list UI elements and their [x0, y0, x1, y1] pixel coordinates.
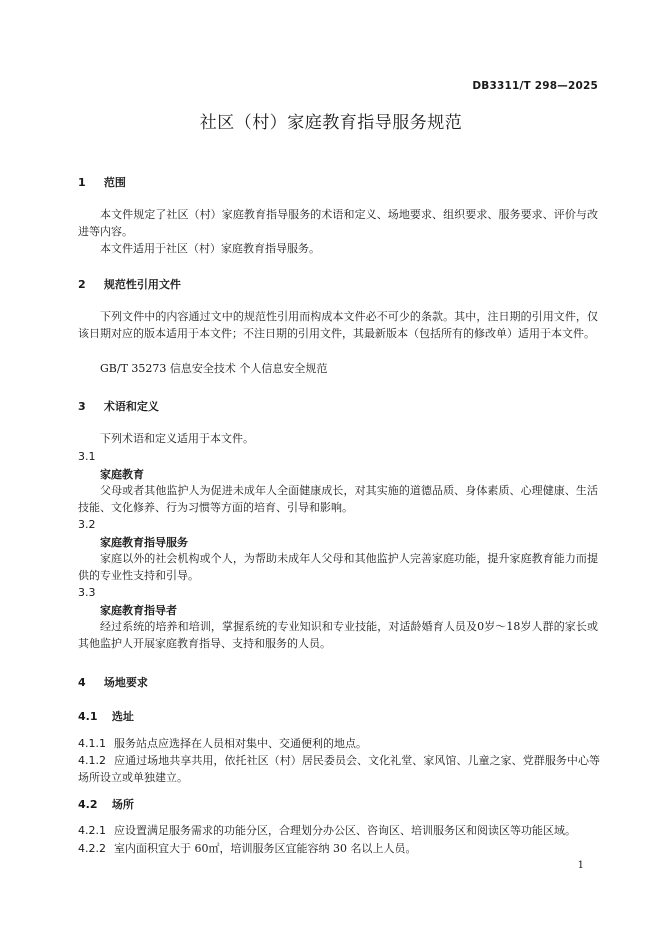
- clause-text: 服务站点应选择在人员相对集中、交通便利的地点。: [114, 737, 367, 750]
- clause-text: 应设置满足服务需求的功能分区，合理划分办公区、咨询区、培训服务区和阅读区等功能区域。: [114, 824, 576, 837]
- term-name: 家庭教育指导服务: [100, 536, 188, 549]
- section-number: 1: [78, 176, 86, 189]
- document-title: 社区（村）家庭教育指导服务规范: [199, 113, 463, 133]
- term-number: 3.3: [78, 586, 96, 599]
- term-number: 3.2: [78, 518, 96, 531]
- section-1-paragraph-2: 本文件适用于社区（村）家庭教育指导服务。: [100, 242, 320, 255]
- section-title: 场地要求: [103, 676, 148, 689]
- terms-intro: 下列术语和定义适用于本文件。: [100, 432, 254, 445]
- term-number: 3.1: [78, 450, 96, 463]
- clause-number: 4.2.1: [78, 824, 106, 837]
- normative-reference: GB/T 35273 信息安全技术 个人信息安全规范: [100, 362, 328, 375]
- section-number: 4: [78, 676, 86, 689]
- subsection-4-2-heading: [78, 796, 134, 812]
- section-2-paragraph: 下列文件中的内容通过文中的规范性引用而构成本文件必不可少的条款。其中，注日期的引用文件，仅该日期对应的版本适用于本文件；不注日期的引用文件，其最新版本（包括所有的修改单）适用于本文件。: [78, 310, 598, 340]
- section-title: 术语和定义: [103, 400, 159, 413]
- section-1-paragraph-1: 本文件规定了社区（村）家庭教育指导服务的术语和定义、场地要求、组织要求、服务要求、评价与改进等内容。: [78, 208, 598, 238]
- clause-4-1-1: [78, 735, 600, 752]
- clause-number: 4.1.1: [78, 737, 106, 750]
- page-number: 1: [577, 860, 584, 871]
- clause-text: 室内面积宜大于 60㎡，培训服务区宜能容纳 30 名以上人员。: [114, 842, 417, 855]
- standard-code: DB3311/T 298—2025: [472, 80, 598, 92]
- term-definition: 经过系统的培养和培训，掌握系统的专业知识和专业技能，对适龄婚育人员及0岁～18岁人群的家长或其他监护人开展家庭教育指导、支持和服务的人员。: [78, 620, 598, 650]
- subsection-title: 选址: [111, 710, 134, 723]
- clause-number: 4.2.2: [78, 842, 106, 855]
- subsection-4-1-heading: [78, 708, 134, 724]
- subsection-title: 场所: [111, 798, 134, 811]
- term-definition: 父母或者其他监护人为促进未成年人全面健康成长，对其实施的道德品质、身体素质、心理健康、生活技能、文化修养、行为习惯等方面的培育、引导和影响。: [78, 484, 598, 514]
- section-title: 规范性引用文件: [103, 278, 181, 291]
- section-number: 2: [78, 278, 86, 291]
- clause-4-2-1: [78, 822, 600, 839]
- subsection-number: 4.2: [78, 798, 98, 811]
- clause-4-1-2: [78, 752, 600, 786]
- section-4-heading: [78, 674, 148, 690]
- term-name: 家庭教育: [100, 468, 144, 481]
- section-3-heading: [78, 398, 159, 414]
- section-number: 3: [78, 400, 86, 413]
- term-name: 家庭教育指导者: [100, 604, 177, 617]
- subsection-number: 4.1: [78, 710, 98, 723]
- section-title: 范围: [103, 176, 126, 189]
- term-definition: 家庭以外的社会机构或个人，为帮助未成年人父母和其他监护人完善家庭功能，提升家庭教育能力而提供的专业性支持和引导。: [78, 552, 598, 582]
- clause-text: 应通过场地共享共用，依托社区（村）居民委员会、文化礼堂、家风馆、儿童之家、党群服务中心等场所设立或单独建立。: [78, 754, 600, 784]
- clause-4-2-2: [78, 840, 600, 857]
- section-2-heading: [78, 276, 181, 292]
- clause-number: 4.1.2: [78, 754, 106, 767]
- section-1-heading: [78, 174, 126, 190]
